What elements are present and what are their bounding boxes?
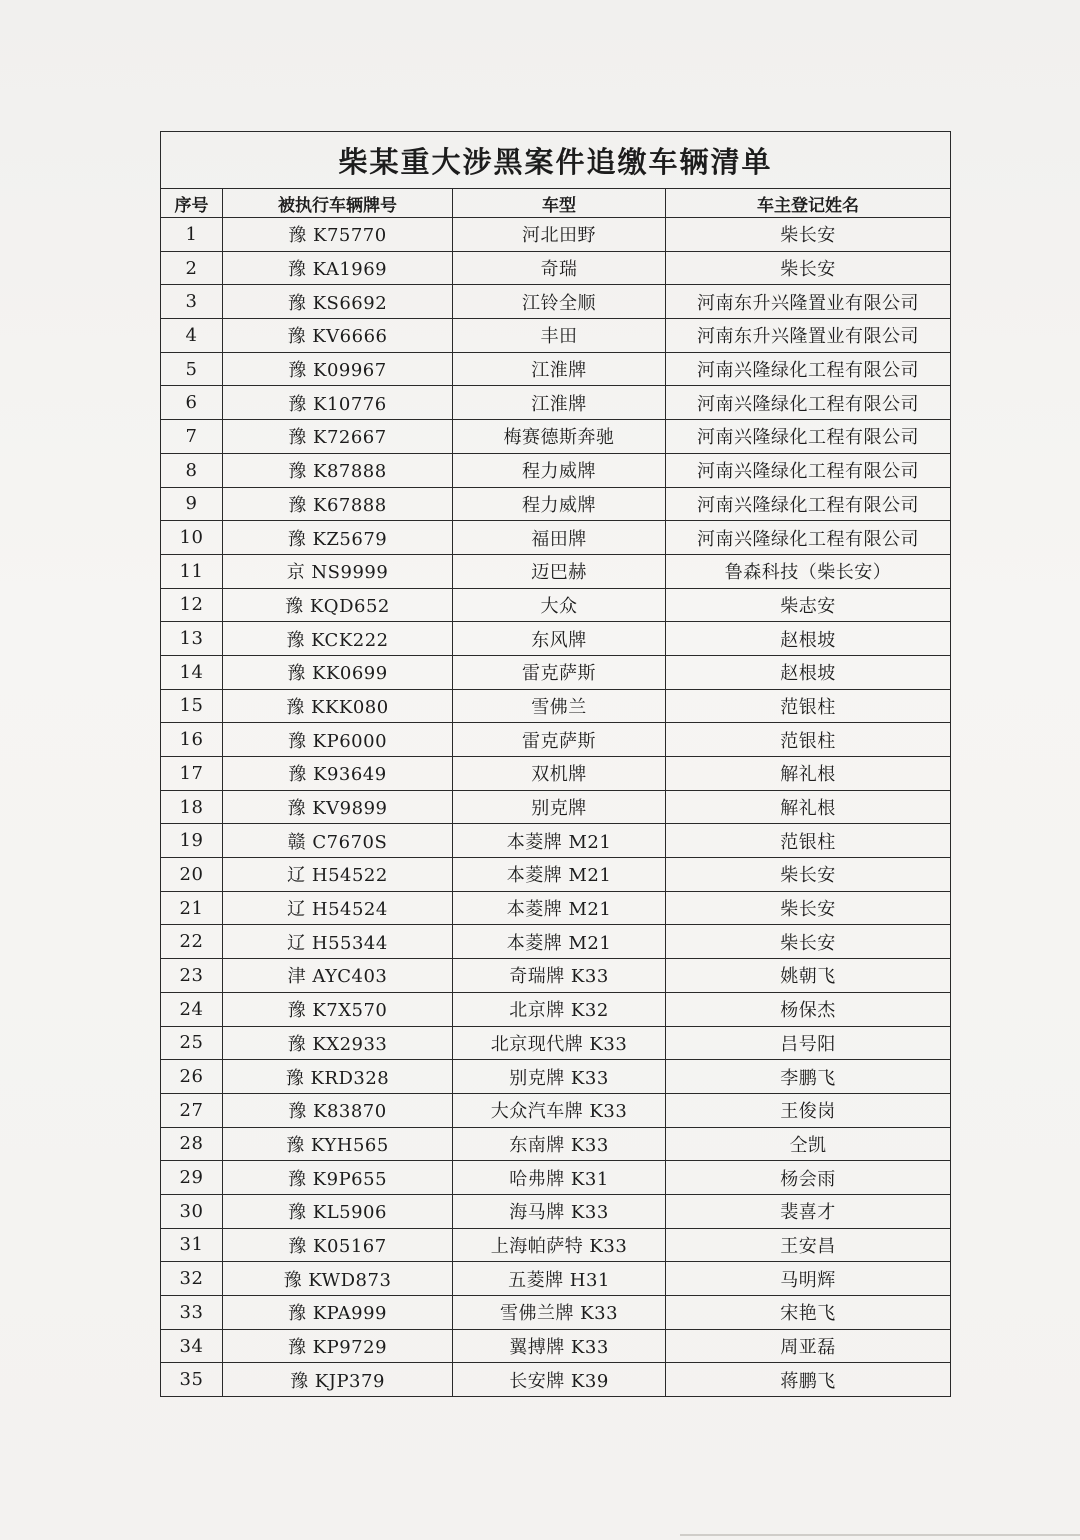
table-row: [161, 352, 951, 386]
cell-no: 12: [161, 588, 223, 622]
cell-plate: 豫 KK0699: [223, 655, 453, 689]
cell-model: 本菱牌 M21: [453, 891, 666, 925]
cell-plate: 京 NS9999: [223, 554, 453, 588]
cell-plate: 豫 K67888: [223, 487, 453, 521]
cell-owner: 王俊岗: [666, 1093, 951, 1127]
cell-plate: 豫 KCK222: [223, 622, 453, 656]
table-row: [161, 992, 951, 1026]
cell-no: 2: [161, 251, 223, 285]
cell-plate: 豫 KV9899: [223, 790, 453, 824]
table-row: [161, 319, 951, 353]
cell-no: 35: [161, 1363, 223, 1397]
cell-plate: 豫 K7X570: [223, 992, 453, 1026]
cell-no: 1: [161, 218, 223, 252]
table-row: [161, 1228, 951, 1262]
table-row: [161, 588, 951, 622]
cell-model: 本菱牌 M21: [453, 925, 666, 959]
table-row: [161, 790, 951, 824]
cell-owner: 宋艳飞: [666, 1296, 951, 1330]
table-row: [161, 1093, 951, 1127]
table-row: [161, 1329, 951, 1363]
cell-model: 大众: [453, 588, 666, 622]
table-row: [161, 285, 951, 319]
cell-owner: 柴长安: [666, 858, 951, 892]
table-row: [161, 925, 951, 959]
cell-plate: 津 AYC403: [223, 959, 453, 993]
cell-plate: 辽 H55344: [223, 925, 453, 959]
cell-plate: 豫 KZ5679: [223, 521, 453, 555]
cell-owner: 裴喜才: [666, 1194, 951, 1228]
cell-model: 本菱牌 M21: [453, 858, 666, 892]
cell-plate: 豫 K72667: [223, 420, 453, 454]
cell-plate: 豫 K93649: [223, 757, 453, 791]
cell-model: 长安牌 K39: [453, 1363, 666, 1397]
table-row: [161, 689, 951, 723]
cell-plate: 豫 KL5906: [223, 1194, 453, 1228]
cell-model: 丰田: [453, 319, 666, 353]
cell-plate: 豫 KS6692: [223, 285, 453, 319]
cell-model: 雪佛兰牌 K33: [453, 1296, 666, 1330]
cell-model: 江淮牌: [453, 352, 666, 386]
cell-owner: 蒋鹏飞: [666, 1363, 951, 1397]
cell-owner: 河南兴隆绿化工程有限公司: [666, 487, 951, 521]
cell-no: 22: [161, 925, 223, 959]
cell-model: 别克牌 K33: [453, 1060, 666, 1094]
page-edge-line: [680, 1534, 1080, 1536]
table-row: [161, 453, 951, 487]
cell-owner: 赵根坡: [666, 622, 951, 656]
table-row: [161, 824, 951, 858]
table-row: [161, 487, 951, 521]
table-row: [161, 554, 951, 588]
cell-model: 双机牌: [453, 757, 666, 791]
cell-plate: 豫 K05167: [223, 1228, 453, 1262]
cell-model: 河北田野: [453, 218, 666, 252]
cell-plate: 豫 KPA999: [223, 1296, 453, 1330]
cell-plate: 豫 K09967: [223, 352, 453, 386]
cell-model: 雷克萨斯: [453, 723, 666, 757]
cell-owner: 范银柱: [666, 824, 951, 858]
cell-no: 21: [161, 891, 223, 925]
cell-plate: 豫 KJP379: [223, 1363, 453, 1397]
cell-no: 25: [161, 1026, 223, 1060]
cell-no: 30: [161, 1194, 223, 1228]
cell-plate: 豫 KQD652: [223, 588, 453, 622]
cell-plate: 豫 KWD873: [223, 1262, 453, 1296]
cell-no: 23: [161, 959, 223, 993]
cell-plate: 豫 KP9729: [223, 1329, 453, 1363]
table-row: [161, 1363, 951, 1397]
cell-model: 上海帕萨特 K33: [453, 1228, 666, 1262]
cell-no: 14: [161, 655, 223, 689]
table-row: [161, 1262, 951, 1296]
cell-plate: 豫 KKK080: [223, 689, 453, 723]
cell-owner: 姚朝飞: [666, 959, 951, 993]
cell-model: 雪佛兰: [453, 689, 666, 723]
cell-no: 24: [161, 992, 223, 1026]
table-row: [161, 959, 951, 993]
cell-model: 程力威牌: [453, 487, 666, 521]
cell-no: 3: [161, 285, 223, 319]
cell-no: 19: [161, 824, 223, 858]
cell-model: 程力威牌: [453, 453, 666, 487]
cell-plate: 豫 KX2933: [223, 1026, 453, 1060]
cell-owner: 李鹏飞: [666, 1060, 951, 1094]
cell-owner: 柴长安: [666, 251, 951, 285]
cell-no: 17: [161, 757, 223, 791]
cell-owner: 马明辉: [666, 1262, 951, 1296]
table-row: [161, 386, 951, 420]
cell-plate: 豫 K83870: [223, 1093, 453, 1127]
cell-owner: 河南兴隆绿化工程有限公司: [666, 453, 951, 487]
cell-no: 27: [161, 1093, 223, 1127]
cell-model: 别克牌: [453, 790, 666, 824]
cell-owner: 河南兴隆绿化工程有限公司: [666, 521, 951, 555]
cell-model: 福田牌: [453, 521, 666, 555]
table-row: [161, 858, 951, 892]
cell-no: 6: [161, 386, 223, 420]
cell-plate: 豫 K75770: [223, 218, 453, 252]
cell-plate: 豫 KA1969: [223, 251, 453, 285]
cell-model: 本菱牌 M21: [453, 824, 666, 858]
cell-model: 北京牌 K32: [453, 992, 666, 1026]
cell-no: 34: [161, 1329, 223, 1363]
cell-owner: 杨会雨: [666, 1161, 951, 1195]
table-row: [161, 420, 951, 454]
cell-owner: 柴长安: [666, 925, 951, 959]
cell-model: 江铃全顺: [453, 285, 666, 319]
vehicle-list-table: [160, 131, 951, 1397]
table-row: [161, 218, 951, 252]
cell-no: 4: [161, 319, 223, 353]
header-owner: 车主登记姓名: [666, 189, 951, 218]
cell-owner: 范银柱: [666, 723, 951, 757]
cell-no: 9: [161, 487, 223, 521]
cell-owner: 柴志安: [666, 588, 951, 622]
table-row: [161, 891, 951, 925]
cell-no: 28: [161, 1127, 223, 1161]
cell-owner: 周亚磊: [666, 1329, 951, 1363]
cell-owner: 杨保杰: [666, 992, 951, 1026]
table-row: [161, 1194, 951, 1228]
cell-owner: 河南兴隆绿化工程有限公司: [666, 386, 951, 420]
cell-owner: 河南兴隆绿化工程有限公司: [666, 420, 951, 454]
cell-no: 7: [161, 420, 223, 454]
cell-plate: 辽 H54522: [223, 858, 453, 892]
cell-model: 五菱牌 H31: [453, 1262, 666, 1296]
cell-no: 26: [161, 1060, 223, 1094]
cell-owner: 解礼根: [666, 790, 951, 824]
cell-owner: 柴长安: [666, 218, 951, 252]
table-row: [161, 1296, 951, 1330]
header-no: 序号: [161, 189, 223, 218]
cell-owner: 柴长安: [666, 891, 951, 925]
cell-no: 11: [161, 554, 223, 588]
cell-model: 奇瑞牌 K33: [453, 959, 666, 993]
cell-model: 东风牌: [453, 622, 666, 656]
table-title: 柴某重大涉黑案件追缴车辆清单: [161, 132, 951, 189]
cell-owner: 范银柱: [666, 689, 951, 723]
cell-model: 海马牌 K33: [453, 1194, 666, 1228]
cell-no: 29: [161, 1161, 223, 1195]
cell-model: 哈弗牌 K31: [453, 1161, 666, 1195]
cell-plate: 豫 K10776: [223, 386, 453, 420]
table-body: [161, 218, 951, 1397]
table-row: [161, 1161, 951, 1195]
cell-model: 大众汽车牌 K33: [453, 1093, 666, 1127]
cell-no: 31: [161, 1228, 223, 1262]
cell-owner: 鲁森科技（柴长安）: [666, 554, 951, 588]
cell-no: 15: [161, 689, 223, 723]
cell-plate: 豫 KV6666: [223, 319, 453, 353]
cell-plate: 辽 H54524: [223, 891, 453, 925]
header-model: 车型: [453, 189, 666, 218]
cell-model: 雷克萨斯: [453, 655, 666, 689]
cell-model: 奇瑞: [453, 251, 666, 285]
cell-no: 10: [161, 521, 223, 555]
cell-owner: 王安昌: [666, 1228, 951, 1262]
table-row: [161, 757, 951, 791]
cell-plate: 豫 K87888: [223, 453, 453, 487]
table-row: [161, 655, 951, 689]
table-row: [161, 521, 951, 555]
cell-no: 32: [161, 1262, 223, 1296]
cell-no: 16: [161, 723, 223, 757]
table-row: [161, 723, 951, 757]
cell-owner: 河南东升兴隆置业有限公司: [666, 319, 951, 353]
table-row: [161, 1026, 951, 1060]
cell-plate: 赣 C7670S: [223, 824, 453, 858]
table-row: [161, 251, 951, 285]
cell-no: 33: [161, 1296, 223, 1330]
cell-no: 18: [161, 790, 223, 824]
table-row: [161, 1127, 951, 1161]
cell-model: 迈巴赫: [453, 554, 666, 588]
cell-plate: 豫 KRD328: [223, 1060, 453, 1094]
cell-plate: 豫 KP6000: [223, 723, 453, 757]
cell-model: 东南牌 K33: [453, 1127, 666, 1161]
cell-owner: 河南兴隆绿化工程有限公司: [666, 352, 951, 386]
table-row: [161, 622, 951, 656]
cell-model: 翼搏牌 K33: [453, 1329, 666, 1363]
header-plate: 被执行车辆牌号: [223, 189, 453, 218]
cell-model: 北京现代牌 K33: [453, 1026, 666, 1060]
table-row: [161, 1060, 951, 1094]
cell-no: 5: [161, 352, 223, 386]
cell-no: 8: [161, 453, 223, 487]
cell-model: 江淮牌: [453, 386, 666, 420]
cell-model: 梅赛德斯奔驰: [453, 420, 666, 454]
cell-plate: 豫 K9P655: [223, 1161, 453, 1195]
cell-owner: 解礼根: [666, 757, 951, 791]
cell-owner: 赵根坡: [666, 655, 951, 689]
cell-owner: 吕号阳: [666, 1026, 951, 1060]
header-row: [161, 189, 951, 218]
cell-owner: 仝凯: [666, 1127, 951, 1161]
cell-plate: 豫 KYH565: [223, 1127, 453, 1161]
cell-no: 13: [161, 622, 223, 656]
cell-no: 20: [161, 858, 223, 892]
cell-owner: 河南东升兴隆置业有限公司: [666, 285, 951, 319]
